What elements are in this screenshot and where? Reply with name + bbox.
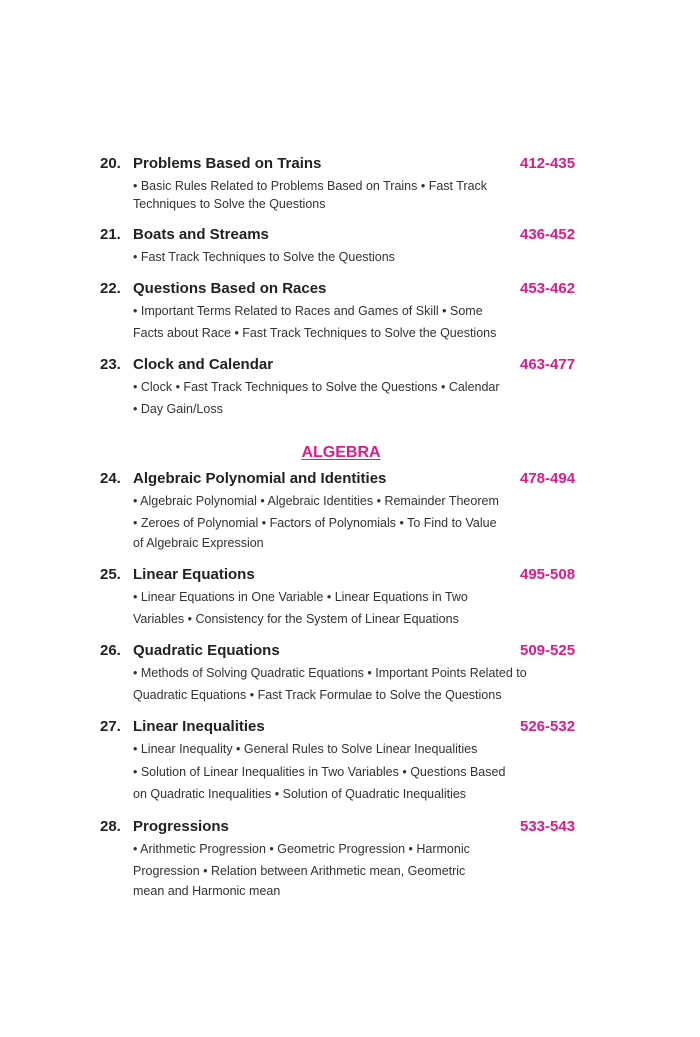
page-range: 453-462 — [520, 280, 576, 297]
topic-line: on Quadratic Inequalities • Solution of Quadratic Inequalities — [133, 787, 467, 801]
topic-line: Progression • Relation between Arithmetic mean, Geometric — [133, 864, 466, 878]
chapter-number: 25. — [100, 566, 121, 583]
topic-line: Techniques to Solve the Questions — [133, 197, 326, 211]
section-heading — [0, 443, 700, 463]
topic-line: • Basic Rules Related to Problems Based on Trains • Fast Track — [133, 179, 488, 193]
chapter-title: Progressions — [133, 818, 229, 835]
topic-line: • Linear Equations in One Variable • Linear Equations in Two — [133, 590, 468, 604]
page-range: 533-543 — [520, 818, 576, 835]
section-heading-text: ALGEBRA — [301, 444, 381, 461]
chapter-title: Linear Equations — [133, 566, 255, 583]
chapter-title: Clock and Calendar — [133, 356, 274, 373]
chapter-number: 20. — [100, 155, 121, 172]
chapter-number: 22. — [100, 280, 121, 297]
topic-line: of Algebraic Expression — [133, 536, 264, 550]
topic-line: • Clock • Fast Track Techniques to Solve the Questions • Calendar — [133, 380, 500, 394]
topic-line: • Arithmetic Progression • Geometric Progression • Harmonic — [133, 842, 470, 856]
chapter-title: Quadratic Equations — [133, 642, 280, 659]
topic-line: • Fast Track Techniques to Solve the Questions — [133, 250, 395, 264]
topic-line: Variables • Consistency for the System of Linear Equations — [133, 612, 459, 626]
topic-line: • Methods of Solving Quadratic Equations • Important Points Related to — [133, 666, 527, 680]
topic-line: Facts about Race • Fast Track Techniques to Solve the Questions — [133, 326, 497, 340]
chapter-number: 28. — [100, 818, 121, 835]
chapter-title: Algebraic Polynomial and Identities — [133, 470, 387, 487]
topic-line: • Zeroes of Polynomial • Factors of Polynomials • To Find to Value — [133, 516, 497, 530]
topic-line: • Important Terms Related to Races and Games of Skill • Some — [133, 304, 483, 318]
topic-line: mean and Harmonic mean — [133, 884, 281, 898]
page-range: 463-477 — [520, 356, 576, 373]
page-range: 526-532 — [520, 718, 576, 735]
page-range: 478-494 — [520, 470, 576, 487]
topic-line: • Solution of Linear Inequalities in Two Variables • Questions Based — [133, 765, 506, 779]
chapter-title: Questions Based on Races — [133, 280, 327, 297]
topic-line: • Linear Inequality • General Rules to Solve Linear Inequalities — [133, 742, 478, 756]
page-range: 412-435 — [520, 155, 576, 172]
topic-line: Quadratic Equations • Fast Track Formulae to Solve the Questions — [133, 688, 502, 702]
chapter-title: Boats and Streams — [133, 226, 269, 243]
chapter-title: Linear Inequalities — [133, 718, 265, 735]
page-range: 495-508 — [520, 566, 576, 583]
topic-line: • Algebraic Polynomial • Algebraic Identities • Remainder Theorem — [133, 494, 499, 508]
chapter-number: 24. — [100, 470, 121, 487]
topic-line: • Day Gain/Loss — [133, 402, 223, 416]
page-range: 509-525 — [520, 642, 576, 659]
chapter-number: 27. — [100, 718, 121, 735]
chapter-number: 23. — [100, 356, 121, 373]
chapter-number: 21. — [100, 226, 121, 243]
chapter-number: 26. — [100, 642, 121, 659]
page-range: 436-452 — [520, 226, 576, 243]
chapter-title: Problems Based on Trains — [133, 155, 322, 172]
